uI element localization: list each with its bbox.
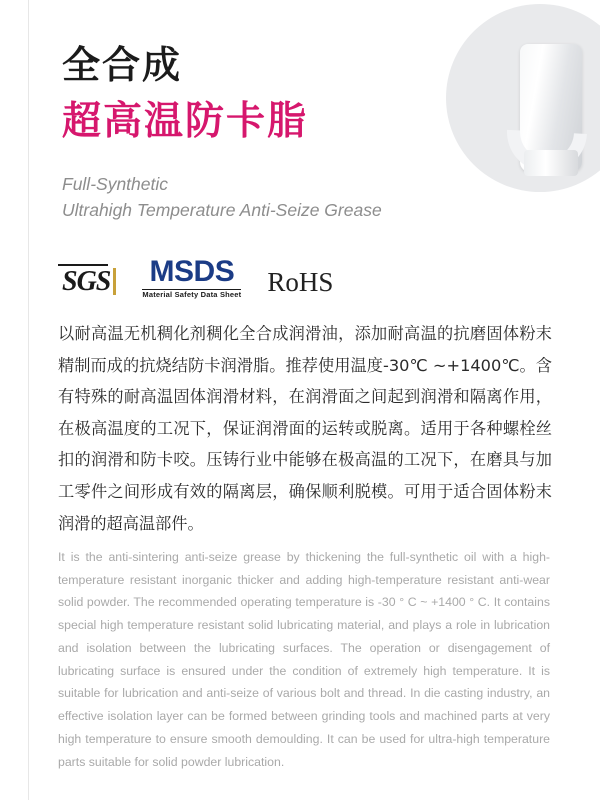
certification-logos [62, 254, 333, 298]
msds-logo [142, 254, 242, 299]
page-subtitle-cn: 超高温防卡脂 [62, 99, 309, 144]
page-title-en-line2: Ultrahigh Temperature Anti-Seize Grease [62, 199, 382, 220]
grease-tube-photo [430, 0, 600, 235]
rohs-logo [267, 267, 333, 298]
sgs-logo-rule [58, 264, 108, 266]
rohs-logo-label: RoHS [267, 267, 334, 297]
description-cn: 以耐高温无机稠化剂稠化全合成润滑油，添加耐高温的抗磨固体粉末精制而成的抗烧结防卡润滑脂。推荐使用温度-30℃ ~+1400℃。含有特殊的耐高温固体润滑材料，在润滑面之间起到润滑和隔离作用，在极高温度的工况下，保证润滑面的运转或脱离。适用于各种螺栓丝扣的润滑和防卡咬。压铸行业中能够在极高温的工况下，在磨具与加工零件之间形成有效的隔离层，确保顺利脱模。可用于适合固体粉末润滑的超高温部件。 [58, 324, 552, 533]
sgs-logo-label: SGS [62, 266, 111, 297]
description-en: It is the anti-sintering anti-seize grease by thickening the full-synthetic oil with a high-temperature resistant inorganic thicker and adding high-temperature resistant anti-wear solid powder. The recommended operating temperature is -30 ° C ~ +1400 ° C. It contains special high temperature resistant solid lubricating material, and plays a role in lubrication and isolation between the lubricating surfaces. The operation or disengagement of lubricating surface is ensured under the condition of extremely high temperature. It is suitable for lubrication and anti-seize of various bolt and thread. In die casting industry, an effective isolation layer can be formed between grinding tools and machined parts at very high temperature to ensure smooth demoulding. It can be used for ultra-high temperature parts suitable for solid powder lubrication. [58, 550, 550, 769]
msds-logo-sublabel: Material Safety Data Sheet [142, 289, 242, 299]
tube-cap-icon [524, 150, 578, 176]
left-divider [28, 0, 29, 800]
page-title-cn: 全合成 [62, 43, 183, 87]
page-title-en [62, 172, 382, 224]
sgs-logo [62, 266, 116, 298]
page-title-en-line1: Full-Synthetic [62, 174, 169, 194]
msds-logo-label: MSDS [149, 254, 235, 288]
